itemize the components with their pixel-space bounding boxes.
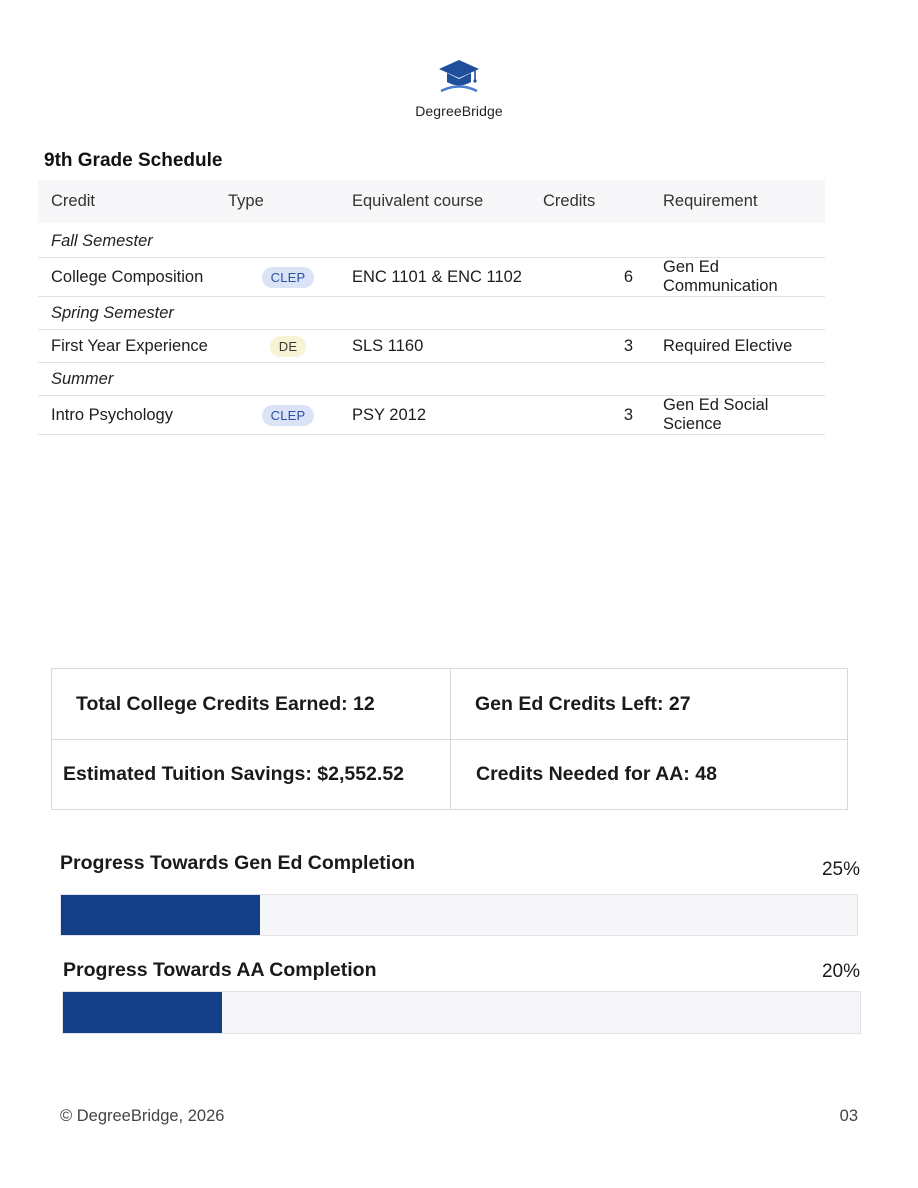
equivalent-course: SLS 1160	[348, 330, 543, 363]
credit-name: College Composition	[38, 258, 228, 297]
gen-ed-progress-percent: 25%	[821, 859, 860, 880]
gen-ed-progress-label: Progress Towards Gen Ed Completion	[60, 852, 416, 874]
credit-count: 6	[543, 258, 653, 297]
credit-name: Intro Psychology	[38, 396, 228, 435]
semester-label: Spring Semester	[38, 297, 825, 330]
requirement: Gen Ed Communication	[653, 258, 825, 297]
credit-count: 3	[543, 396, 653, 435]
semester-row-fall	[38, 223, 825, 258]
type-badge: CLEP	[262, 405, 315, 426]
tuition-savings-stat: Estimated Tuition Savings: $2,552.52	[52, 740, 451, 809]
schedule-table	[38, 180, 825, 435]
footer-copyright: © DegreeBridge, 2026	[60, 1107, 225, 1125]
type-badge: DE	[270, 336, 306, 357]
requirement: Required Elective	[653, 330, 825, 363]
table-header-row	[38, 180, 825, 223]
stats-grid	[51, 668, 848, 810]
aa-progress-label: Progress Towards AA Completion	[63, 959, 377, 981]
column-header-type: Type	[228, 180, 348, 223]
gen-ed-progress-fill	[61, 895, 260, 935]
table-row	[38, 258, 825, 297]
aa-progress-percent: 20%	[821, 961, 860, 982]
page-number: 03	[839, 1107, 858, 1125]
semester-label: Fall Semester	[38, 223, 825, 258]
equivalent-course: ENC 1101 & ENC 1102	[348, 258, 543, 297]
semester-row-spring	[38, 297, 825, 330]
type-badge: CLEP	[262, 267, 315, 288]
credit-count: 3	[543, 330, 653, 363]
total-credits-stat: Total College Credits Earned: 12	[52, 669, 451, 740]
credits-needed-stat: Credits Needed for AA: 48	[476, 763, 717, 785]
gen-ed-left-stat: Gen Ed Credits Left: 27	[451, 669, 847, 740]
graduation-cap-icon	[0, 58, 918, 101]
brand-logo	[0, 58, 918, 119]
column-header-equivalent: Equivalent course	[348, 180, 543, 223]
column-header-credit: Credit	[38, 180, 228, 223]
requirement: Gen Ed Social Science	[653, 396, 825, 435]
brand-name: DegreeBridge	[415, 103, 503, 119]
equivalent-course: PSY 2012	[348, 396, 543, 435]
semester-label: Summer	[38, 363, 825, 396]
aa-progress-bar	[62, 991, 861, 1034]
gen-ed-progress-bar	[60, 894, 858, 936]
table-row	[38, 396, 825, 435]
credit-name: First Year Experience	[38, 330, 228, 363]
semester-row-summer	[38, 363, 825, 396]
schedule-title: 9th Grade Schedule	[44, 150, 223, 171]
column-header-credits: Credits	[543, 180, 653, 223]
column-header-requirement: Requirement	[653, 180, 825, 223]
aa-progress-fill	[63, 992, 222, 1033]
table-row	[38, 330, 825, 363]
